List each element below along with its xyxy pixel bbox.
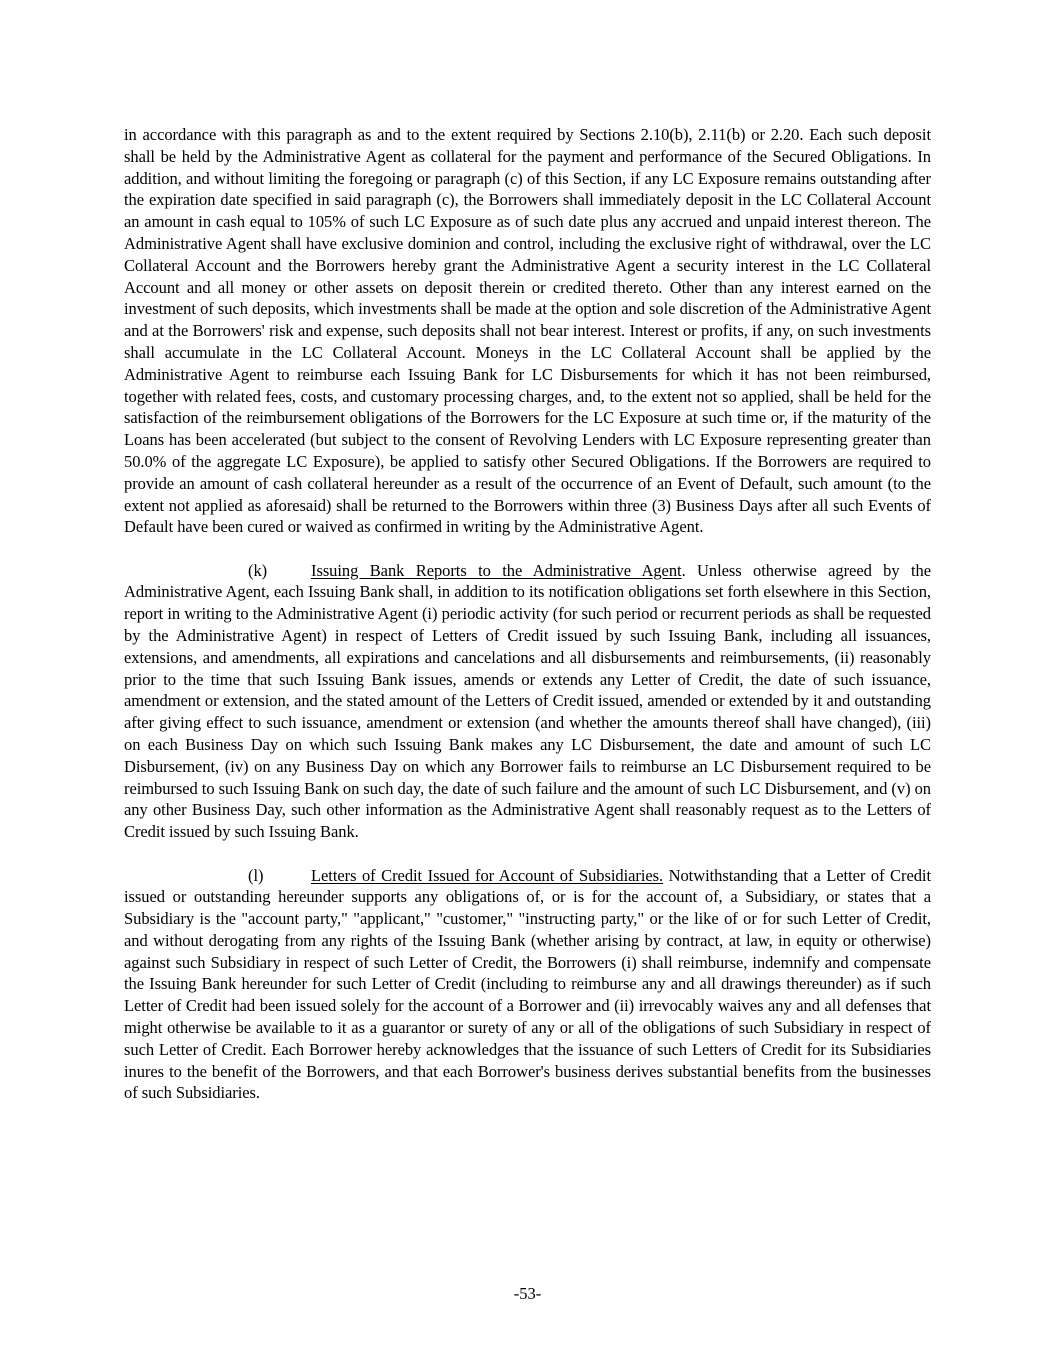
section-l-label: (l) <box>248 865 264 885</box>
paragraph-j-continuation: in accordance with this paragraph as and to the extent required by Sections 2.10(b), 2.11(b) or 2.20. Each such deposit shall be held by the Administrative Agent as collateral for the payment and performance of the Secured Obligations. In addition, and without limiting the foregoing or paragraph (c) of this Section, if any LC Exposure remains outstanding after the expiration date specified in said paragraph (c), the Borrowers shall immediately deposit in the LC Collateral Account an amount in cash equal to 105% of such LC Exposure as of such date plus any accrued and unpaid interest thereon. The Administrative Agent shall have exclusive dominion and control, including the exclusive right of withdrawal, over the LC Collateral Account and the Borrowers hereby grant the Administrative Agent a security interest in the LC Collateral Account and all money or other assets on deposit therein or credited thereto. Other than any interest earned on the investment of such deposits, which investments shall be made at the option and sole discretion of the Administrative Agent and at the Borrowers' risk and expense, such deposits shall not bear interest. Interest or profits, if any, on such investments shall accumulate in the LC Collateral Account. Moneys in the LC Collateral Account shall be applied by the Administrative Agent to reimburse each Issuing Bank for LC Disbursements for which it has not been reimbursed, together with related fees, costs, and customary processing charges, and, to the extent not so applied, shall be held for the satisfaction of the reimbursement obligations of the Borrowers for the LC Exposure at such time or, if the maturity of the Loans has been accelerated (but subject to the consent of Revolving Lenders with LC Exposure representing greater than 50.0% of the aggregate LC Exposure), be applied to satisfy other Secured Obligations. If the Borrowers are required to provide an amount of cash collateral hereunder as a result of the occurrence of an Event of Default, such amount (to the extent not applied as aforesaid) shall be returned to the Borrowers within three (3) Business Days after all such Events of Default have been cured or waived as confirmed in writing by the Administrative Agent. <box>124 125 931 537</box>
paragraph-l <box>124 865 931 1105</box>
paragraph-k <box>124 560 931 843</box>
page-number: -53- <box>513 1284 542 1303</box>
section-l-heading: Letters of Credit Issued for Account of Subsidiaries. <box>311 865 664 885</box>
section-k-label: (k) <box>248 560 268 580</box>
section-k-heading: Issuing Bank Reports to the Administrative Agent <box>311 560 682 580</box>
document-page <box>124 124 931 1104</box>
section-k-body: . Unless otherwise agreed by the Administrative Agent, each Issuing Bank shall, in addition to its notification obligations set forth elsewhere in this Section, report in writing to the Administrative Agent (i) periodic activity (for such period or recurrent periods as shall be requested by the Administrative Agent) in respect of Letters of Credit issued by such Issuing Bank, including all issuances, extensions, and amendments, all expirations and cancelations and all disbursements and reimbursements, (ii) reasonably prior to the time that such Issuing Bank issues, amends or extends any Letter of Credit, the date of such issuance, amendment or extension, and the stated amount of the Letters of Credit issued, amended or extended by it and outstanding after giving effect to such issuance, amendment or extension (and whether the amounts thereof shall have changed), (iii) on each Business Day on which such Issuing Bank makes any LC Disbursement, the date and amount of such LC Disbursement, (iv) on any Business Day on which any Borrower fails to reimburse an LC Disbursement required to be reimbursed to such Issuing Bank on such day, the date of such failure and the amount of such LC Disbursement, and (v) on any other Business Day, such other information as the Administrative Agent shall reasonably request as to the Letters of Credit issued by such Issuing Bank. <box>124 560 931 842</box>
section-l-body: Notwithstanding that a Letter of Credit issued or outstanding hereunder supports any obligations of, or is for the account of, a Subsidiary, or states that a Subsidiary is the "account party," "applicant," "customer," "instructing party," or the like of or for such Letter of Credit, and without derogating from any rights of the Issuing Bank (whether arising by contract, at law, in equity or otherwise) against such Subsidiary in respect of such Letter of Credit, the Borrowers (i) shall reimburse, indemnify and compensate the Issuing Bank hereunder for such Letter of Credit (including to reimburse any and all drawings thereunder) as if such Letter of Credit had been issued solely for the account of a Borrower and (ii) irrevocably waives any and all defenses that might otherwise be available to it as a guarantor or surety of any or all of the obligations of such Subsidiary in respect of such Letter of Credit. Each Borrower hereby acknowledges that the issuance of such Letters of Credit for its Subsidiaries inures to the benefit of the Borrowers, and that each Borrower's business derives substantial benefits from the businesses of such Subsidiaries. <box>124 865 931 1103</box>
